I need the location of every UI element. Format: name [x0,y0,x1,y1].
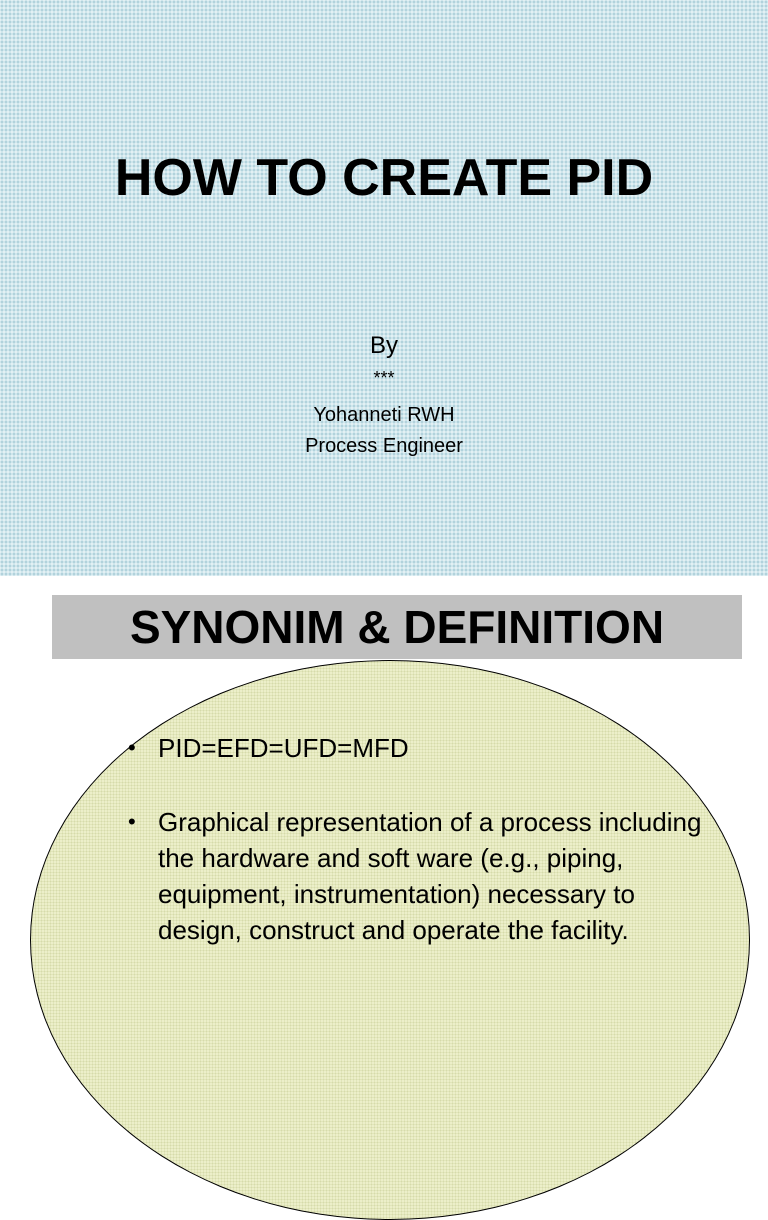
bullet-icon: • [128,809,136,834]
stars-separator: *** [373,368,395,388]
author-name: Yohanneti RWH [313,404,455,426]
by-label: By [369,332,398,359]
slide-heading: SYNONIM & DEFINITION [129,601,665,653]
bullet-text: PID=EFD=UFD=MFD [158,733,409,763]
title-slide [0,0,768,576]
bullet-item [128,730,718,766]
bullet-list [128,730,718,948]
slide-header-bar [52,595,742,659]
bullet-item [128,804,718,948]
author-role: Process Engineer [305,435,463,457]
slide-title: HOW TO CREATE PID [114,149,654,207]
bullet-icon: • [128,735,136,760]
definition-slide [0,576,768,1024]
bullet-text: Graphical representation of a process including the hardware and soft ware (e.g., piping, equipment, instrumentation) necessary to design, construct and operate the facility. [158,807,702,945]
